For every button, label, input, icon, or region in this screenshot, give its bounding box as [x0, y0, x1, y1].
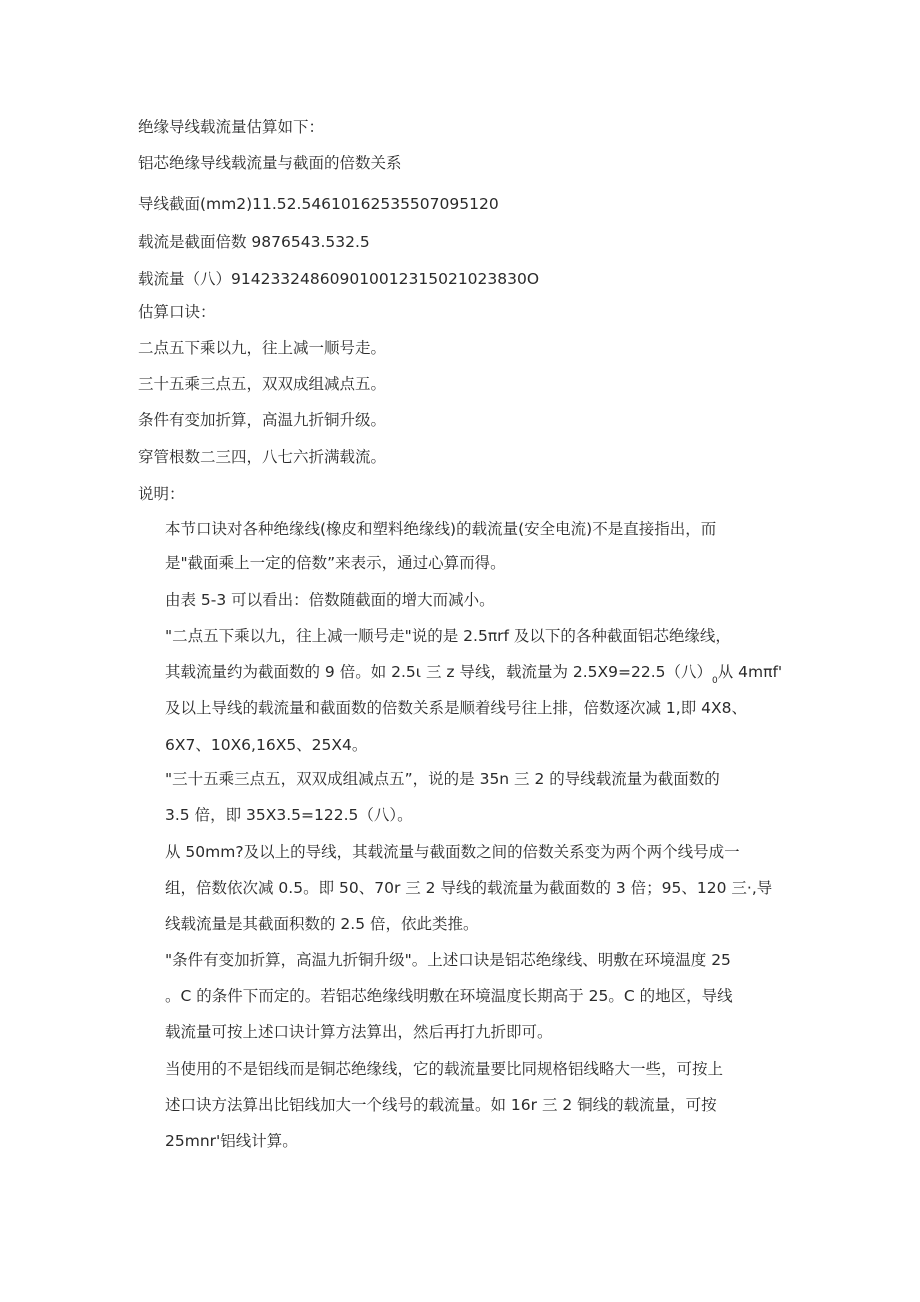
explain-line: 25mnr'铝线计算。 [165, 1132, 298, 1150]
explain-line-text: 其载流量约为截面数的 9 倍。如 2.5ι 三 z 导线，载流量为 2.5X9=22.5（八） [165, 663, 713, 681]
explain-line: 是"截面乘上一定的倍数”来表示，通过心算而得。 [165, 554, 506, 572]
explain-line: 当使用的不是铝线而是铜芯绝缘线，它的载流量要比同规格铝线略大一些，可按上 [165, 1060, 724, 1078]
rhyme-line: 条件有变加折算，高温九折铜升级。 [138, 411, 387, 429]
explain-line-tail: 从 4mπf' [717, 663, 783, 681]
explain-line: 组，倍数依次减 0.5。即 50、70r 三 2 导线的载流量为截面数的 3 倍；95、120 三·,导 [165, 879, 773, 897]
explain-line: 载流量可按上述口诀计算方法算出，然后再打九折即可。 [165, 1023, 553, 1041]
explain-line: 本节口诀对各种绝缘线(橡皮和塑料绝缘线)的载流量(安全电流)不是直接指出，而 [165, 520, 717, 538]
table-row-current: 载流量（八）914233248609010012315021023830O [138, 270, 540, 288]
explain-line: 及以上导线的载流量和截面数的倍数关系是顺着线号往上排，倍数逐次减 1,即 4X8、 [165, 699, 747, 717]
doc-subheading: 铝芯绝缘导线载流量与截面的倍数关系 [138, 154, 402, 172]
explain-line: "三十五乘三点五，双双成组减点五”，说的是 35n 三 2 的导线载流量为截面数的 [165, 770, 720, 788]
explain-line: 。C 的条件下而定的。若铝芯绝缘线明敷在环境温度长期高于 25。C 的地区，导线 [165, 987, 733, 1005]
rhyme-line: 穿管根数二三四，八七六折满载流。 [138, 448, 387, 466]
doc-heading: 绝缘导线载流量估算如下： [138, 118, 325, 136]
rhyme-title: 估算口诀： [138, 303, 216, 321]
explain-line: "条件有变加折算，高温九折铜升级"。上述口诀是铝芯绝缘线、明敷在环境温度 25 [165, 951, 731, 969]
explain-line: 6X7、10X6,16X5、25X4。 [165, 736, 368, 754]
table-row-section: 导线截面(mm2)11.52.54610162535507095120 [138, 195, 499, 213]
explain-subscript: 0 [712, 676, 718, 686]
explain-title: 说明： [138, 485, 185, 503]
table-row-multiple: 载流是截面倍数 9876543.532.5 [138, 233, 370, 251]
rhyme-line: 三十五乘三点五，双双成组减点五。 [138, 375, 387, 393]
explain-line: 从 50mm?及以上的导线，其载流量与截面数之间的倍数关系变为两个两个线号成一 [165, 843, 740, 861]
explain-line: 述口诀方法算出比铝线加大一个线号的载流量。如 16r 三 2 铜线的载流量，可按 [165, 1096, 717, 1114]
explain-line: 3.5 倍，即 35X3.5=122.5（八）。 [165, 806, 413, 824]
explain-line: 由表 5-3 可以看出：倍数随截面的增大而减小。 [165, 591, 495, 609]
explain-line-with-subscript [165, 662, 782, 685]
rhyme-line: 二点五下乘以九，往上减一顺号走。 [138, 339, 387, 357]
explain-line: 线载流量是其截面积数的 2.5 倍，依此类推。 [165, 915, 479, 933]
explain-line: "二点五下乘以九，往上减一顺号走"说的是 2.5πrf 及以下的各种截面铝芯绝缘线， [165, 627, 731, 645]
